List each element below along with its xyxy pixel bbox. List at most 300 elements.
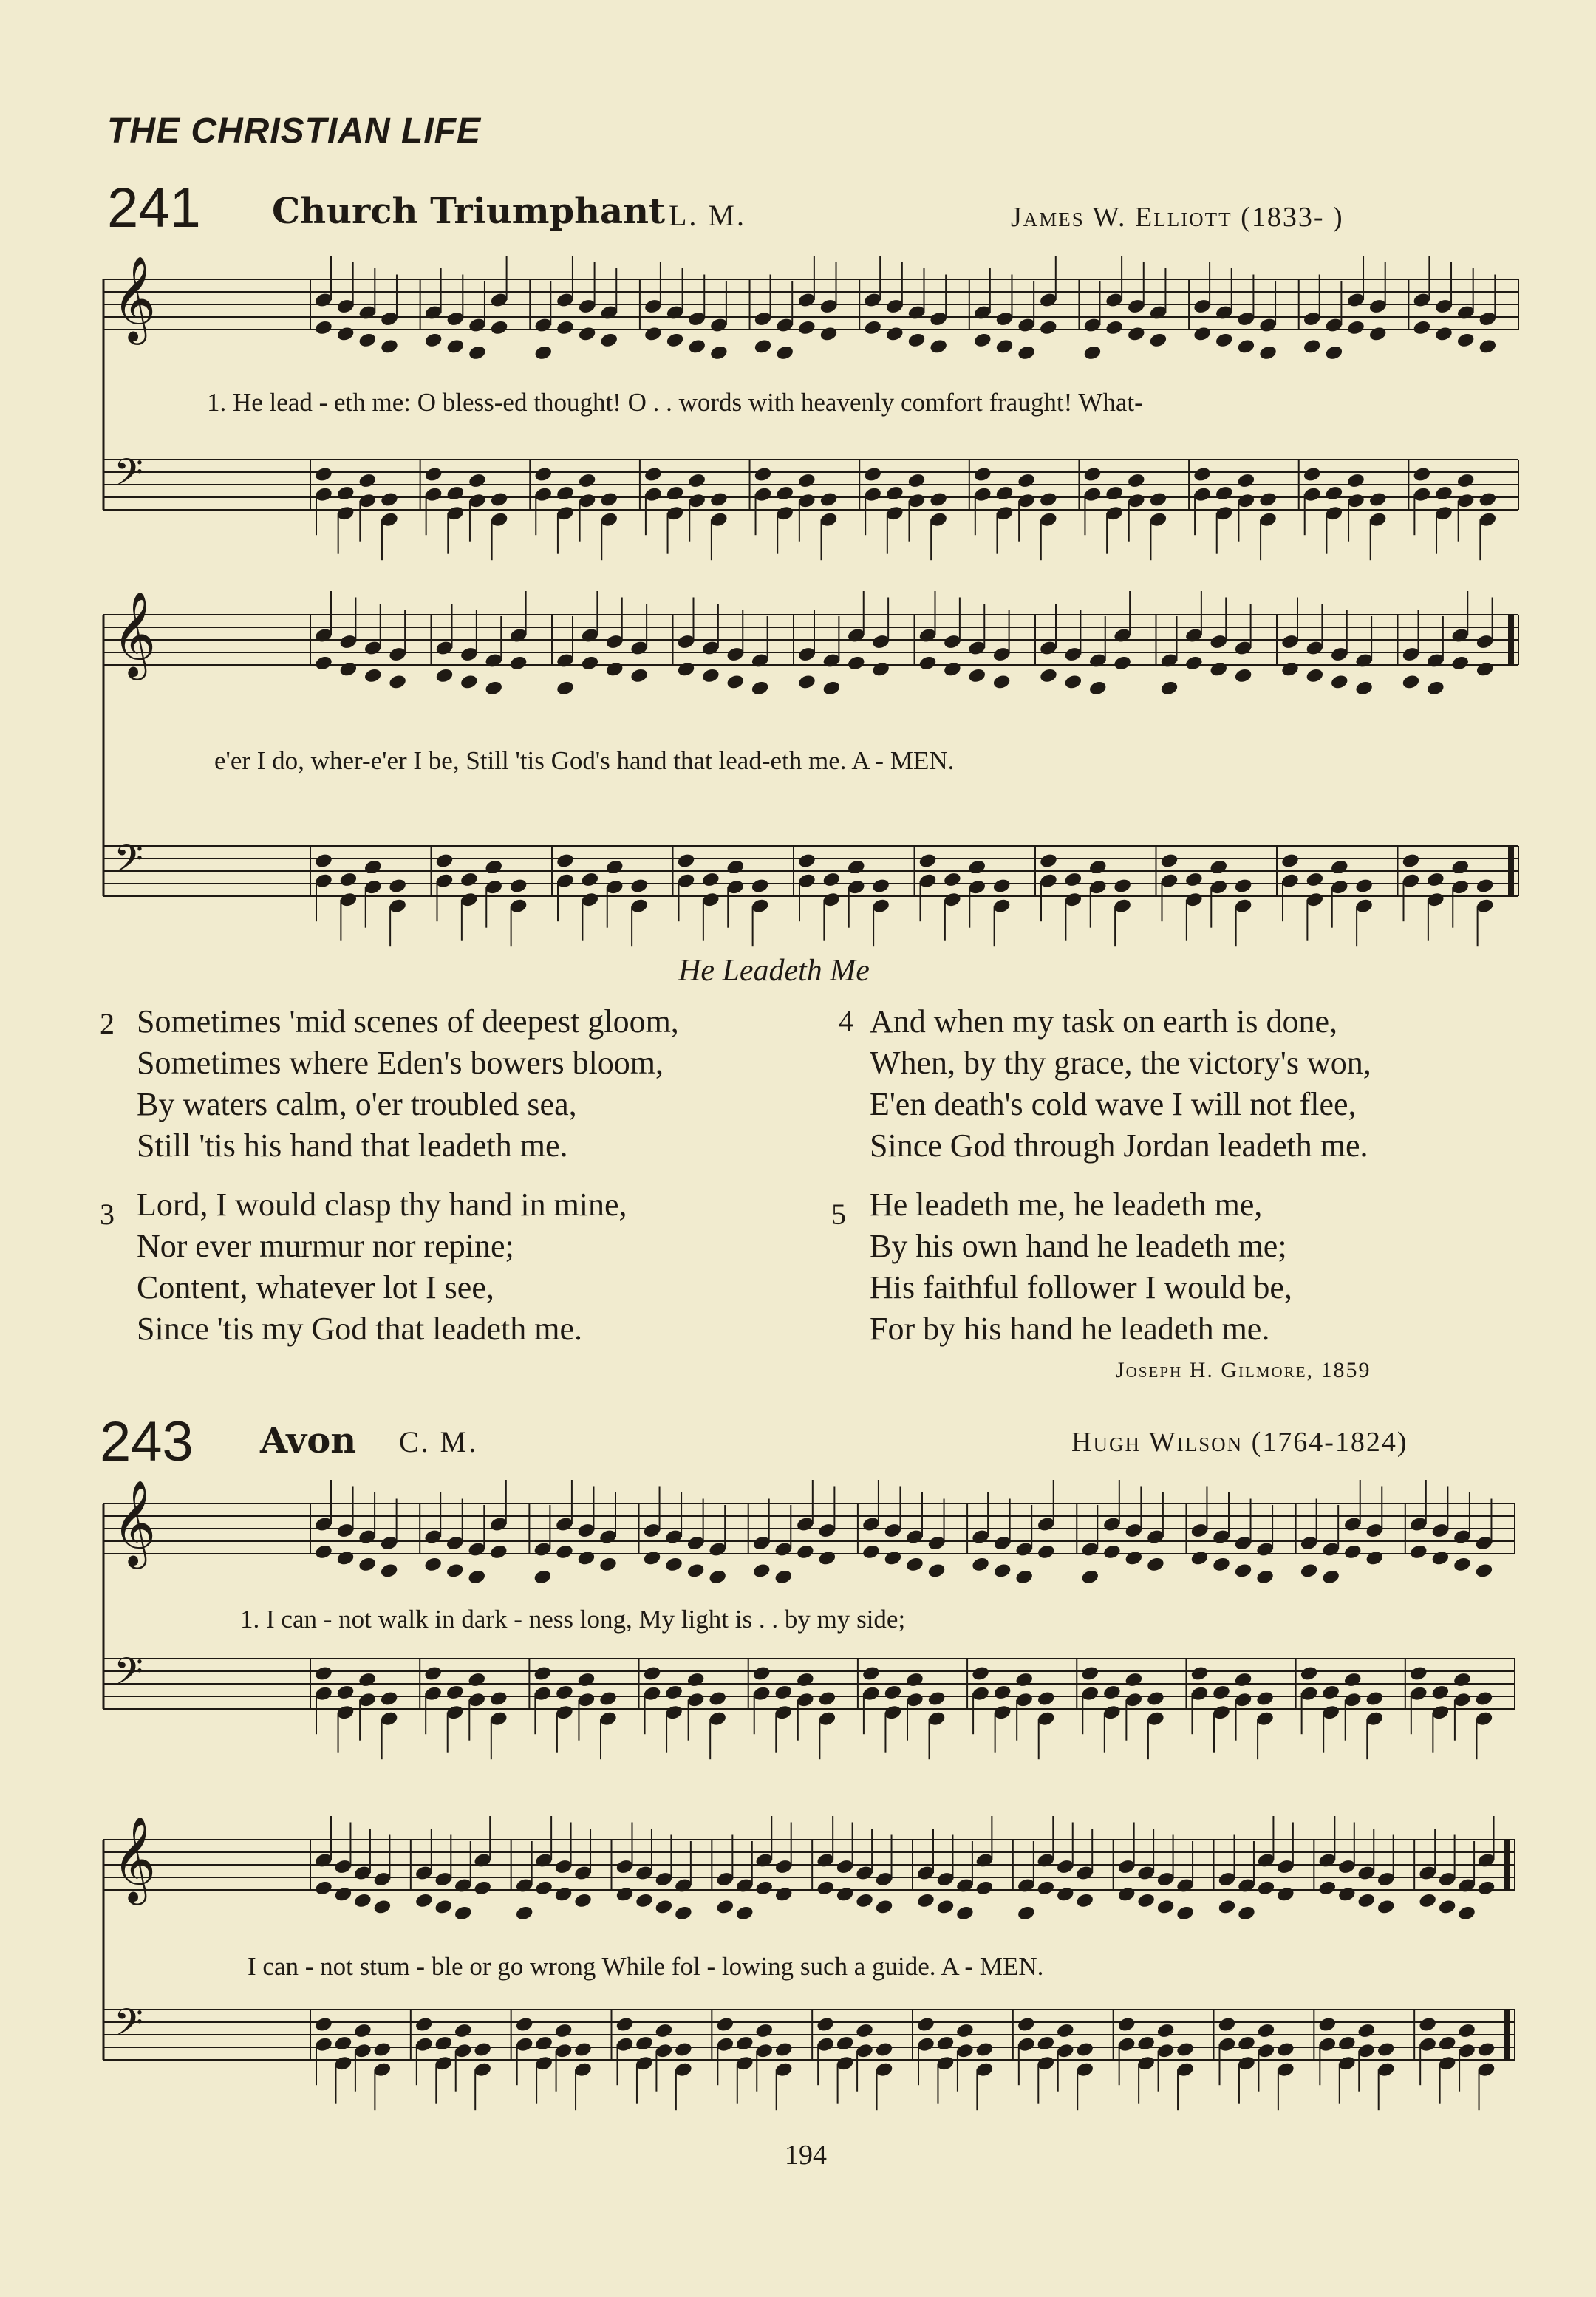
note-head bbox=[314, 466, 333, 483]
note-head bbox=[1036, 2035, 1055, 2052]
note-head bbox=[1280, 661, 1300, 678]
note-head bbox=[1438, 1899, 1457, 1916]
note-head bbox=[752, 1665, 771, 1682]
note-head bbox=[819, 326, 838, 343]
note-head bbox=[644, 326, 663, 343]
note-head bbox=[971, 1556, 990, 1573]
note-head bbox=[598, 1690, 618, 1707]
verse-line: Sometimes 'mid scenes of deepest gloom, bbox=[137, 1003, 679, 1040]
note-head bbox=[1409, 1543, 1428, 1560]
note-head bbox=[816, 1880, 835, 1897]
note-head bbox=[1037, 1690, 1056, 1707]
note-head bbox=[467, 1671, 486, 1688]
note-head bbox=[1102, 1543, 1122, 1560]
note-head bbox=[822, 871, 841, 888]
note-head bbox=[1476, 1880, 1496, 1897]
note-head bbox=[635, 2035, 654, 2052]
note-head bbox=[967, 859, 986, 876]
note-head bbox=[1305, 667, 1324, 684]
note-head bbox=[1146, 1556, 1165, 1573]
note-head bbox=[358, 1556, 377, 1573]
note-head bbox=[1457, 1905, 1476, 1922]
note-head bbox=[992, 674, 1012, 691]
note-head bbox=[686, 1671, 706, 1688]
note-head bbox=[1237, 1905, 1256, 1922]
note-head bbox=[1321, 1569, 1340, 1586]
note-head bbox=[847, 859, 866, 876]
note-head bbox=[555, 1684, 574, 1701]
note-head bbox=[1346, 472, 1365, 489]
note-head bbox=[1063, 871, 1082, 888]
note-head bbox=[578, 472, 597, 489]
note-head bbox=[726, 859, 745, 876]
note-head bbox=[573, 1892, 593, 1909]
verse-line: Since 'tis my God that leadeth me. bbox=[137, 1311, 583, 1347]
note-head bbox=[635, 1892, 654, 1909]
note-head bbox=[1365, 1550, 1384, 1567]
note-head bbox=[642, 1550, 661, 1567]
note-head bbox=[796, 1671, 815, 1688]
note-head bbox=[664, 1556, 683, 1573]
note-head bbox=[1303, 338, 1322, 355]
hymn-number: 241 bbox=[107, 177, 201, 239]
note-head bbox=[955, 1905, 975, 1922]
lyrics-line: 1. He lead - eth me: O bless-ed thought! O . . words with heavenly comfort fraught! What- bbox=[207, 388, 1143, 417]
note-head bbox=[1146, 1690, 1165, 1707]
verse-line: Nor ever murmur nor repine; bbox=[137, 1228, 514, 1264]
note-head bbox=[1426, 680, 1445, 697]
note-head bbox=[1217, 2016, 1236, 2033]
note-head bbox=[1343, 1671, 1363, 1688]
note-head bbox=[1426, 871, 1445, 888]
note-head bbox=[774, 1569, 793, 1586]
note-head bbox=[1159, 853, 1179, 870]
note-head bbox=[862, 1665, 881, 1682]
note-head bbox=[1412, 319, 1431, 336]
note-head bbox=[1082, 344, 1102, 361]
verse-number: 3 bbox=[100, 1198, 115, 1231]
note-head bbox=[1017, 472, 1036, 489]
treble-clef-icon: 𝄞 bbox=[112, 590, 157, 677]
note-head bbox=[336, 485, 355, 502]
note-head bbox=[358, 1671, 377, 1688]
note-head bbox=[863, 466, 882, 483]
note-head bbox=[927, 1563, 946, 1580]
note-head bbox=[993, 1563, 1012, 1580]
note-head bbox=[630, 878, 649, 895]
note-head bbox=[335, 1550, 355, 1567]
note-head bbox=[423, 1556, 443, 1573]
note-head bbox=[1039, 667, 1058, 684]
note-head bbox=[665, 485, 684, 502]
verse-number: 2 bbox=[100, 1007, 115, 1040]
note-head bbox=[943, 871, 962, 888]
note-head bbox=[1474, 1690, 1493, 1707]
note-head bbox=[797, 674, 816, 691]
note-head bbox=[1434, 485, 1453, 502]
note-head bbox=[754, 1880, 774, 1897]
note-head bbox=[907, 332, 926, 349]
note-head bbox=[995, 338, 1014, 355]
note-head bbox=[314, 1665, 333, 1682]
page-number: 194 bbox=[785, 2140, 827, 2171]
note-head bbox=[1300, 1665, 1319, 1682]
note-head bbox=[1478, 491, 1497, 508]
verse-line: Sometimes where Eden's bowers bloom, bbox=[137, 1045, 664, 1081]
note-head bbox=[992, 878, 1012, 895]
verse-line: Still 'tis his hand that leadeth me. bbox=[137, 1127, 568, 1164]
note-head bbox=[774, 1886, 794, 1903]
bass-clef-icon: 𝄢 bbox=[114, 2000, 143, 2054]
note-head bbox=[1418, 1892, 1437, 1909]
note-head bbox=[836, 1886, 855, 1903]
note-head bbox=[434, 853, 454, 870]
note-head bbox=[955, 2022, 975, 2039]
note-head bbox=[1357, 2022, 1376, 2039]
note-head bbox=[509, 878, 528, 895]
author: Joseph H. Gilmore, 1859 bbox=[1116, 1358, 1371, 1382]
note-head bbox=[816, 2016, 835, 2033]
note-head bbox=[314, 319, 333, 336]
verse-line: And when my task on earth is done, bbox=[870, 1003, 1337, 1040]
verse-line: His faithful follower I would be, bbox=[870, 1269, 1292, 1305]
note-head bbox=[819, 491, 838, 508]
note-head bbox=[855, 2022, 874, 2039]
note-head bbox=[654, 2022, 673, 2039]
note-head bbox=[715, 2016, 734, 2033]
note-head bbox=[460, 674, 479, 691]
verse bbox=[137, 1001, 679, 1167]
note-head bbox=[554, 1886, 573, 1903]
verse-line: Since God through Jordan leadeth me. bbox=[870, 1127, 1368, 1164]
composer: James W. Elliott (1833- ) bbox=[1011, 202, 1344, 233]
note-head bbox=[1412, 466, 1431, 483]
note-head bbox=[709, 491, 729, 508]
note-head bbox=[1258, 491, 1278, 508]
note-head bbox=[1117, 2016, 1136, 2033]
treble-clef-icon: 𝄞 bbox=[112, 255, 157, 341]
note-head bbox=[489, 1543, 508, 1560]
note-head bbox=[1193, 466, 1212, 483]
note-head bbox=[905, 1556, 924, 1573]
note-head bbox=[380, 338, 399, 355]
note-head bbox=[1343, 1543, 1363, 1560]
note-head bbox=[434, 667, 454, 684]
note-head bbox=[484, 680, 503, 697]
note-head bbox=[468, 472, 487, 489]
note-head bbox=[1080, 1665, 1099, 1682]
note-head bbox=[353, 2022, 372, 2039]
note-head bbox=[1148, 491, 1167, 508]
note-head bbox=[871, 878, 890, 895]
note-head bbox=[975, 1880, 994, 1897]
note-head bbox=[509, 655, 528, 672]
note-head bbox=[314, 1543, 333, 1560]
note-head bbox=[1236, 338, 1255, 355]
note-head bbox=[708, 1569, 727, 1586]
note-head bbox=[388, 878, 407, 895]
note-head bbox=[1017, 2016, 1036, 2033]
note-head bbox=[556, 485, 575, 502]
note-head bbox=[446, 1684, 465, 1701]
note-head bbox=[1209, 661, 1228, 678]
note-head bbox=[473, 1880, 492, 1897]
note-head bbox=[515, 1905, 534, 1922]
note-head bbox=[388, 674, 407, 691]
note-head bbox=[967, 667, 986, 684]
note-head bbox=[599, 332, 618, 349]
meter: L. M. bbox=[669, 199, 746, 232]
note-head bbox=[775, 485, 794, 502]
note-head bbox=[615, 1886, 634, 1903]
note-head bbox=[446, 1563, 465, 1580]
note-head bbox=[1036, 1880, 1055, 1897]
note-head bbox=[533, 1569, 552, 1586]
note-head bbox=[1377, 1899, 1396, 1916]
note-head bbox=[935, 1899, 955, 1916]
note-head bbox=[676, 853, 695, 870]
note-head bbox=[415, 1892, 434, 1909]
note-head bbox=[434, 1899, 453, 1916]
note-head bbox=[1176, 2041, 1195, 2058]
note-head bbox=[460, 871, 479, 888]
note-head bbox=[1337, 1886, 1357, 1903]
lyrics-line: e'er I do, wher-e'er I be, Still 'tis God's hand that lead-eth me. A - MEN. bbox=[214, 746, 955, 775]
note-head bbox=[424, 332, 443, 349]
note-head bbox=[752, 1563, 771, 1580]
note-head bbox=[1124, 1671, 1143, 1688]
note-head bbox=[580, 871, 599, 888]
note-head bbox=[454, 2022, 473, 2039]
note-head bbox=[708, 1690, 727, 1707]
note-head bbox=[364, 667, 383, 684]
note-head bbox=[1453, 1671, 1472, 1688]
note-head bbox=[753, 466, 772, 483]
note-head bbox=[484, 859, 503, 876]
note-head bbox=[1438, 2035, 1457, 2052]
note-head bbox=[751, 878, 770, 895]
note-head bbox=[701, 871, 720, 888]
note-head bbox=[774, 1684, 793, 1701]
note-head bbox=[1075, 2041, 1094, 2058]
note-head bbox=[687, 338, 706, 355]
note-head bbox=[314, 2016, 333, 2033]
note-head bbox=[929, 491, 948, 508]
note-head bbox=[533, 466, 553, 483]
note-head bbox=[468, 344, 487, 361]
tune-name: Church Triumphant bbox=[272, 191, 666, 232]
note-head bbox=[654, 1899, 673, 1916]
note-head bbox=[817, 1690, 836, 1707]
note-head bbox=[338, 871, 358, 888]
note-head bbox=[1401, 853, 1420, 870]
note-head bbox=[709, 344, 729, 361]
note-head bbox=[1354, 680, 1374, 697]
note-head bbox=[314, 1880, 333, 1897]
note-head bbox=[855, 1892, 874, 1909]
note-head bbox=[1258, 344, 1278, 361]
note-head bbox=[871, 661, 890, 678]
note-head bbox=[1113, 878, 1132, 895]
note-head bbox=[822, 680, 841, 697]
note-head bbox=[1176, 1905, 1195, 1922]
lyrics-line: I can - not stum - ble or go wrong While fol - lowing such a guide. A - MEN. bbox=[248, 1952, 1044, 1981]
note-head bbox=[883, 1550, 902, 1567]
note-head bbox=[1368, 326, 1388, 343]
note-head bbox=[929, 338, 948, 355]
verse-line: By his own hand he leadeth me; bbox=[870, 1228, 1287, 1264]
note-head bbox=[556, 680, 575, 697]
note-head bbox=[715, 1899, 734, 1916]
note-head bbox=[1080, 1569, 1099, 1586]
note-head bbox=[380, 491, 399, 508]
note-head bbox=[885, 326, 904, 343]
note-head bbox=[605, 859, 624, 876]
note-head bbox=[863, 319, 882, 336]
verse-line: Content, whatever lot I see, bbox=[137, 1269, 494, 1305]
note-head bbox=[1450, 859, 1470, 876]
meter: C. M. bbox=[399, 1425, 479, 1458]
note-head bbox=[533, 344, 553, 361]
note-head bbox=[1014, 1569, 1034, 1586]
note-head bbox=[423, 1665, 443, 1682]
note-head bbox=[599, 491, 618, 508]
note-head bbox=[1368, 491, 1388, 508]
note-head bbox=[1300, 1563, 1319, 1580]
verse-number: 5 bbox=[831, 1198, 846, 1231]
note-head bbox=[847, 655, 866, 672]
note-head bbox=[1450, 655, 1470, 672]
note-head bbox=[665, 332, 684, 349]
note-head bbox=[1377, 2041, 1396, 2058]
note-head bbox=[935, 2035, 955, 2052]
note-head bbox=[534, 1880, 553, 1897]
verse bbox=[870, 1184, 1292, 1350]
note-head bbox=[364, 859, 383, 876]
note-head bbox=[927, 1690, 946, 1707]
note-head bbox=[515, 2016, 534, 2033]
note-head bbox=[676, 661, 695, 678]
note-head bbox=[555, 1543, 574, 1560]
note-head bbox=[916, 2016, 935, 2033]
note-head bbox=[907, 472, 926, 489]
note-head bbox=[674, 1905, 693, 1922]
note-head bbox=[489, 1690, 508, 1707]
note-head bbox=[918, 853, 937, 870]
note-head bbox=[973, 466, 992, 483]
note-head bbox=[1136, 2035, 1156, 2052]
note-head bbox=[916, 1892, 935, 1909]
note-head bbox=[774, 2041, 794, 2058]
note-head bbox=[1237, 2035, 1256, 2052]
note-head bbox=[674, 2041, 693, 2058]
note-head bbox=[434, 2035, 453, 2052]
verse-line: E'en death's cold wave I will not flee, bbox=[870, 1086, 1357, 1122]
note-head bbox=[1136, 1892, 1156, 1909]
note-head bbox=[642, 1665, 661, 1682]
note-head bbox=[358, 472, 377, 489]
note-head bbox=[576, 1550, 596, 1567]
note-head bbox=[333, 1886, 352, 1903]
note-head bbox=[753, 338, 772, 355]
note-head bbox=[336, 326, 355, 343]
note-head bbox=[578, 326, 597, 343]
note-head bbox=[1317, 1880, 1337, 1897]
note-head bbox=[615, 2016, 634, 2033]
note-head bbox=[446, 485, 465, 502]
note-head bbox=[735, 2035, 754, 2052]
note-head bbox=[1255, 1690, 1275, 1707]
note-head bbox=[1209, 859, 1228, 876]
note-head bbox=[817, 1550, 836, 1567]
note-head bbox=[358, 332, 377, 349]
note-head bbox=[1017, 344, 1036, 361]
note-head bbox=[1457, 2022, 1476, 2039]
note-head bbox=[1234, 878, 1253, 895]
note-head bbox=[580, 655, 599, 672]
note-head bbox=[1117, 1886, 1136, 1903]
note-head bbox=[862, 1543, 881, 1560]
note-head bbox=[1236, 472, 1255, 489]
note-head bbox=[664, 1684, 683, 1701]
note-head bbox=[573, 2041, 593, 2058]
note-head bbox=[1255, 1569, 1275, 1586]
note-head bbox=[1039, 491, 1058, 508]
note-head bbox=[554, 2022, 573, 2039]
note-head bbox=[446, 338, 465, 355]
note-head bbox=[1456, 332, 1476, 349]
note-head bbox=[490, 491, 509, 508]
composer: Hugh Wilson (1764-1824) bbox=[1071, 1427, 1408, 1458]
note-head bbox=[1256, 1880, 1275, 1897]
note-head bbox=[1474, 1563, 1493, 1580]
treble-clef-icon: 𝄞 bbox=[112, 1815, 157, 1902]
note-head bbox=[797, 472, 816, 489]
note-head bbox=[1233, 1563, 1252, 1580]
note-head bbox=[993, 1684, 1012, 1701]
verse-line: When, by thy grace, the victory's won, bbox=[870, 1045, 1371, 1081]
note-head bbox=[1088, 680, 1108, 697]
note-head bbox=[1105, 319, 1124, 336]
lyrics-line: 1. I can - not walk in dark - ness long, My light is . . by my side; bbox=[240, 1605, 906, 1634]
note-head bbox=[775, 344, 794, 361]
note-head bbox=[1476, 2041, 1496, 2058]
note-head bbox=[874, 1899, 893, 1916]
note-head bbox=[454, 1905, 473, 1922]
note-head bbox=[1434, 326, 1453, 343]
note-head bbox=[1234, 667, 1253, 684]
note-head bbox=[1056, 2022, 1075, 2039]
verse-line: He leadeth me, he leadeth me, bbox=[870, 1187, 1263, 1223]
hymn-number: 243 bbox=[100, 1410, 194, 1473]
note-head bbox=[754, 2022, 774, 2039]
note-head bbox=[1039, 853, 1058, 870]
note-head bbox=[1346, 319, 1365, 336]
note-head bbox=[314, 853, 333, 870]
note-head bbox=[473, 2041, 492, 2058]
note-head bbox=[1105, 485, 1124, 502]
note-head bbox=[533, 1665, 552, 1682]
note-head bbox=[1039, 319, 1058, 336]
note-head bbox=[372, 1899, 392, 1916]
note-head bbox=[1418, 2016, 1437, 2033]
note-head bbox=[797, 853, 816, 870]
note-head bbox=[1127, 472, 1146, 489]
note-head bbox=[1017, 1905, 1036, 1922]
note-head bbox=[1184, 655, 1204, 672]
note-head bbox=[1276, 2041, 1295, 2058]
note-head bbox=[1212, 1684, 1231, 1701]
